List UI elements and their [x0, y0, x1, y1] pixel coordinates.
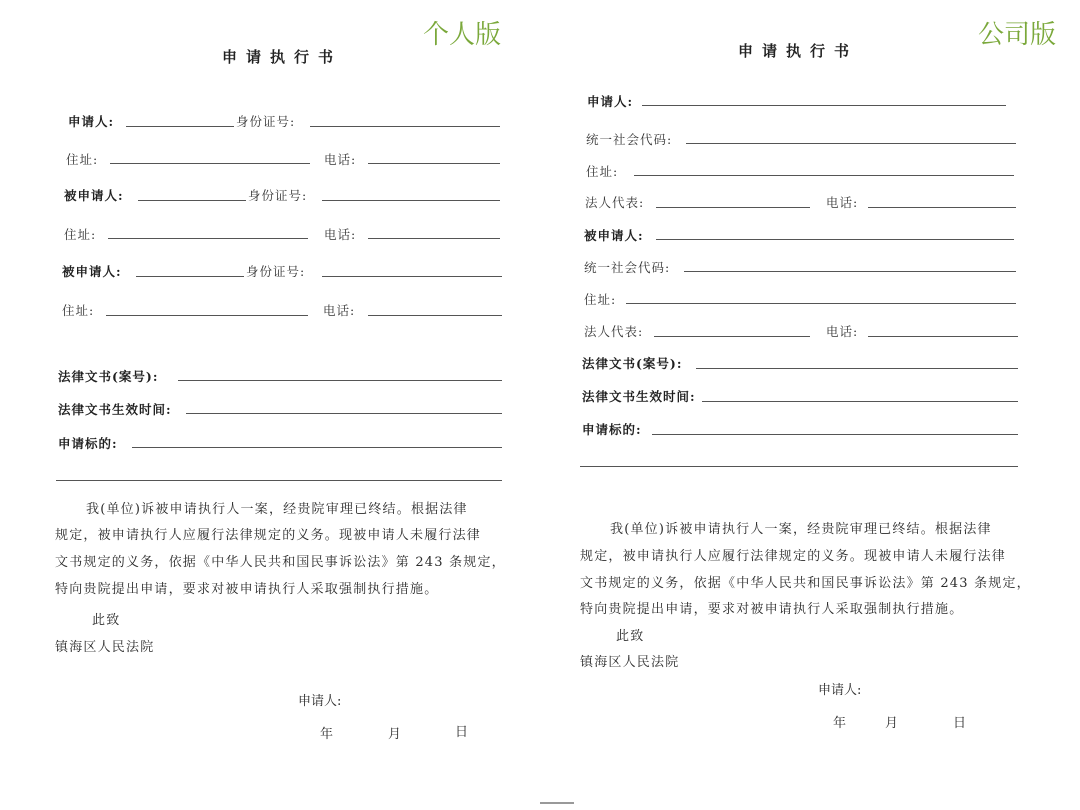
respondent-id-label: 身份证号:: [248, 188, 308, 203]
respondent-label: 被申请人:: [64, 188, 124, 203]
court-name: 镇海区人民法院: [55, 640, 155, 655]
legal-doc-label: 法律文书(案号):: [58, 369, 159, 384]
company-respondent-credit-code-field[interactable]: [684, 271, 1016, 272]
closing: 此致: [92, 613, 121, 628]
company-respondent-address-field[interactable]: [626, 303, 1016, 304]
page-divider-mark: [540, 802, 574, 804]
company-respondent-legal-rep-label: 法人代表:: [584, 324, 644, 339]
respondent2-id-field[interactable]: [322, 276, 502, 277]
id-number-field[interactable]: [310, 126, 500, 127]
subject-label: 申请标的:: [58, 436, 118, 451]
company-closing: 此致: [616, 629, 645, 644]
respondent2-field[interactable]: [136, 276, 244, 277]
applicant-field[interactable]: [126, 126, 234, 127]
company-subject-field[interactable]: [652, 434, 1018, 435]
company-respondent-phone-label: 电话:: [826, 324, 859, 339]
company-version-badge: 公司版: [978, 20, 1057, 50]
company-signature-label: 申请人:: [818, 683, 862, 698]
respondent-address-field[interactable]: [108, 238, 308, 239]
company-date-month: 月: [885, 716, 899, 731]
company-date-year: 年: [833, 716, 847, 731]
date-day: 日: [455, 725, 469, 740]
company-legal-rep-label: 法人代表:: [585, 195, 645, 210]
company-address-field[interactable]: [634, 175, 1014, 176]
id-number-label: 身份证号:: [236, 114, 296, 129]
respondent-phone-field[interactable]: [368, 238, 500, 239]
company-respondent-credit-code-label: 统一社会代码:: [584, 260, 671, 275]
address-label: 住址:: [66, 152, 99, 167]
effective-date-label: 法律文书生效时间:: [58, 402, 172, 417]
body-line-1: 我(单位)诉被申请执行人一案，经贵院审理已终结。根据法律: [86, 502, 468, 517]
company-date-day: 日: [953, 716, 967, 731]
respondent2-phone-label: 电话:: [323, 303, 356, 318]
respondent2-id-label: 身份证号:: [246, 264, 306, 279]
address-field[interactable]: [110, 163, 310, 164]
company-effective-date-label: 法律文书生效时间:: [582, 389, 696, 404]
body-line-4: 特向贵院提出申请，要求对被申请执行人采取强制执行措施。: [55, 582, 439, 597]
personal-title: 申请执行书: [222, 48, 343, 66]
company-body-line-3: 文书规定的义务，依据《中华人民共和国民事诉讼法》第 243 条规定，: [580, 576, 1031, 591]
effective-date-field[interactable]: [186, 413, 502, 414]
company-subject-field-continued[interactable]: [580, 466, 1018, 467]
company-phone-label: 电话:: [826, 195, 859, 210]
company-credit-code-field[interactable]: [686, 143, 1016, 144]
respondent2-label: 被申请人:: [62, 264, 122, 279]
date-month: 月: [388, 727, 402, 742]
company-legal-doc-field[interactable]: [696, 368, 1018, 369]
company-subject-label: 申请标的:: [582, 422, 642, 437]
company-title: 申请执行书: [738, 42, 859, 60]
company-effective-date-field[interactable]: [702, 401, 1018, 402]
phone-label: 电话:: [324, 152, 357, 167]
company-court-name: 镇海区人民法院: [580, 655, 680, 670]
company-respondent-legal-rep-field[interactable]: [654, 336, 810, 337]
legal-doc-field[interactable]: [178, 380, 502, 381]
company-address-label: 住址:: [586, 164, 619, 179]
respondent-field[interactable]: [138, 200, 246, 201]
company-legal-rep-field[interactable]: [656, 207, 810, 208]
respondent-phone-label: 电话:: [324, 227, 357, 242]
company-body-line-1: 我(单位)诉被申请执行人一案，经贵院审理已终结。根据法律: [610, 522, 992, 537]
company-body-line-4: 特向贵院提出申请，要求对被申请执行人采取强制执行措施。: [580, 602, 964, 617]
date-year: 年: [320, 727, 334, 742]
personal-version-badge: 个人版: [423, 20, 502, 50]
company-legal-doc-label: 法律文书(案号):: [582, 356, 683, 371]
body-line-3: 文书规定的义务，依据《中华人民共和国民事诉讼法》第 243 条规定，: [55, 555, 506, 570]
company-phone-field[interactable]: [868, 207, 1016, 208]
respondent2-address-field[interactable]: [106, 315, 308, 316]
phone-field[interactable]: [368, 163, 500, 164]
company-credit-code-label: 统一社会代码:: [586, 132, 673, 147]
respondent-id-field[interactable]: [322, 200, 500, 201]
company-applicant-field[interactable]: [642, 105, 1006, 106]
company-applicant-label: 申请人:: [587, 94, 634, 109]
company-respondent-address-label: 住址:: [584, 292, 617, 307]
subject-field[interactable]: [132, 447, 502, 448]
body-line-2: 规定，被申请执行人应履行法律规定的义务。现被申请人未履行法律: [55, 528, 482, 543]
respondent2-phone-field[interactable]: [368, 315, 502, 316]
company-respondent-phone-field[interactable]: [868, 336, 1018, 337]
applicant-label: 申请人:: [68, 114, 115, 129]
company-respondent-field[interactable]: [656, 239, 1014, 240]
company-body-line-2: 规定，被申请执行人应履行法律规定的义务。现被申请人未履行法律: [580, 549, 1007, 564]
company-respondent-label: 被申请人:: [584, 228, 644, 243]
subject-field-continued[interactable]: [56, 480, 502, 481]
respondent2-address-label: 住址:: [62, 303, 95, 318]
signature-label: 申请人:: [298, 694, 342, 709]
respondent-address-label: 住址:: [64, 227, 97, 242]
